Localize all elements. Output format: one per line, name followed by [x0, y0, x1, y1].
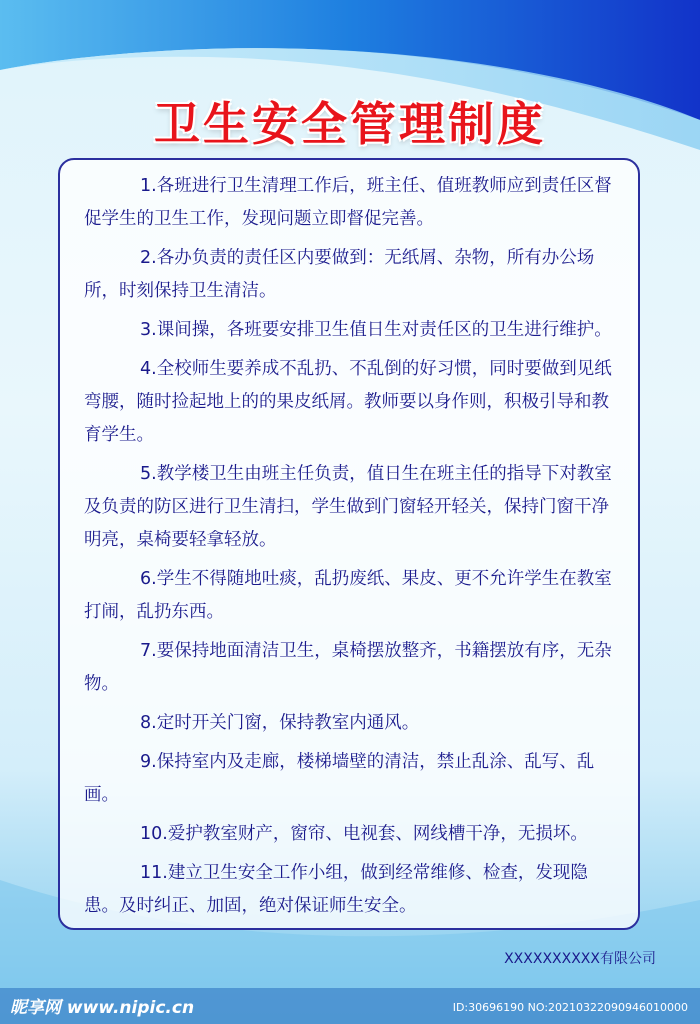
- watermark-id: ID:30696190 NO:20210322090946010000: [452, 1001, 688, 1014]
- rule-item-6: 6.学生不得随地吐痰，乱扔废纸、果皮、更不允许学生在教室打闹，乱扔东西。: [84, 569, 612, 622]
- rule-item-7: 7.要保持地面清洁卫生，桌椅摆放整齐，书籍摆放有序，无杂物。: [84, 641, 612, 694]
- rule-item-5: 5.教学楼卫生由班主任负责，值日生在班主任的指导下对教室及负责的防区进行卫生清扫，学生做到门窗轻开轻关，保持门窗干净明亮，桌椅要轻拿轻放。: [84, 464, 612, 550]
- rule-item-3: 3.课间操，各班要安排卫生值日生对责任区的卫生进行维护。: [140, 320, 612, 340]
- rule-item-2: 2.各办负责的责任区内要做到：无纸屑、杂物，所有办公场所，时刻保持卫生清洁。: [84, 248, 595, 301]
- rules-panel: [58, 158, 640, 930]
- rule-item-4: 4.全校师生要养成不乱扔、不乱倒的好习惯，同时要做到见纸弯腰，随时捡起地上的的果皮纸屑。教师要以身作则，积极引导和教育学生。: [84, 359, 612, 445]
- rule-item-8: 8.定时开关门窗，保持教室内通风。: [140, 713, 420, 733]
- page-title: 卫生安全管理制度: [154, 97, 546, 151]
- rule-item-10: 10.爱护教室财产，窗帘、电视套、网线槽干净，无损坏。: [140, 824, 588, 844]
- watermark-logo: 昵享网 www.nipic.cn: [10, 998, 195, 1018]
- rule-item-11: 11.建立卫生安全工作小组，做到经常维修、检查，发现隐患。及时纠正、加固，绝对保证师生安全。: [84, 863, 588, 916]
- rule-item-1: 1.各班进行卫生清理工作后，班主任、值班教师应到责任区督促学生的卫生工作，发现问题立即督促完善。: [84, 176, 612, 229]
- company-name: XXXXXXXXXX有限公司: [504, 951, 656, 967]
- watermark-bar: [0, 988, 700, 1024]
- rule-item-9: 9.保持室内及走廊，楼梯墙壁的清洁，禁止乱涂、乱写、乱画。: [84, 752, 595, 805]
